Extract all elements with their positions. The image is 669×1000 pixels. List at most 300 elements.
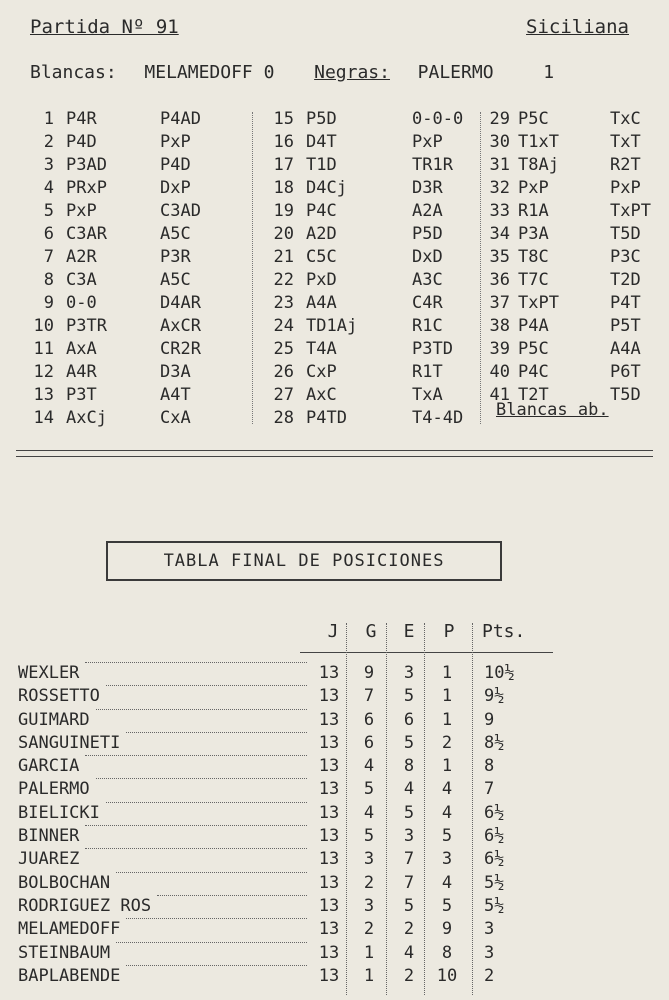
table-row [0, 802, 669, 825]
move-number: 14 [33, 408, 54, 428]
black-move: CR2R [160, 339, 201, 359]
move-row [480, 315, 654, 338]
cell-j: 13 [318, 756, 340, 777]
white-move: T1D [306, 155, 337, 175]
black-move: T2D [610, 270, 641, 290]
cell-p: 5 [441, 826, 453, 847]
black-move: PxP [160, 132, 191, 152]
white-move: C5C [306, 247, 337, 267]
cell-g: 6 [363, 709, 375, 730]
black-move: D3R [412, 178, 443, 198]
black-move: T4-4D [412, 408, 464, 428]
player-name: BAPLABENDE [18, 965, 121, 986]
player-name: GARCIA [18, 756, 80, 777]
move-row [254, 223, 484, 246]
table-row [0, 918, 669, 941]
move-number: 1 [43, 109, 54, 129]
move-number: 13 [33, 385, 54, 405]
cell-j: 13 [318, 663, 340, 683]
move-number: 28 [273, 408, 294, 428]
cell-p: 1 [441, 663, 453, 683]
cell-e: 7 [403, 872, 415, 893]
cell-p: 1 [441, 756, 453, 777]
black-move: R1T [412, 362, 443, 382]
move-row [480, 177, 654, 200]
black-move: TR1R [412, 155, 453, 175]
move-number: 29 [489, 109, 510, 129]
divider-line [16, 450, 653, 451]
move-row [14, 292, 242, 315]
cell-g: 3 [363, 895, 375, 916]
move-row [254, 315, 484, 338]
cell-j: 13 [318, 686, 340, 707]
player-name: BOLBOCHAN [18, 872, 111, 893]
white-move: AxA [66, 339, 97, 359]
cell-j: 13 [318, 779, 340, 800]
black-move: P5T [610, 316, 641, 336]
white-move: PxD [306, 270, 337, 290]
cell-e: 4 [403, 779, 415, 800]
cell-j: 13 [318, 872, 340, 893]
table-row [0, 872, 669, 895]
black-move: CxA [160, 408, 191, 428]
black-label: Negras: [314, 62, 390, 83]
table-row [0, 848, 669, 871]
leader-dots [106, 802, 307, 803]
move-row [480, 246, 654, 269]
black-move: P5D [412, 224, 443, 244]
leader-dots [85, 848, 307, 849]
player-name: SANGUINETI [18, 732, 121, 753]
move-row [14, 361, 242, 384]
table-row [0, 825, 669, 848]
white-move: T2T [518, 385, 549, 405]
move-number: 34 [489, 224, 510, 244]
move-number: 4 [43, 178, 54, 198]
cell-g: 2 [363, 919, 375, 940]
black-move: AxCR [160, 316, 201, 336]
leader-dots [116, 942, 307, 943]
move-number: 10 [33, 316, 54, 336]
cell-e: 5 [403, 802, 415, 823]
move-number: 16 [273, 132, 294, 152]
header-g: G [365, 621, 377, 642]
cell-e: 4 [403, 942, 415, 963]
move-list [14, 108, 654, 428]
black-move: C3AD [160, 201, 201, 221]
white-move: PxP [66, 201, 97, 221]
standings-table [0, 662, 669, 988]
header-j: J [327, 621, 339, 642]
table-row [0, 778, 669, 801]
table-row [0, 732, 669, 755]
move-row [254, 177, 484, 200]
white-move: P3T [66, 385, 97, 405]
player-name: ROSSETTO [18, 686, 100, 707]
move-number: 37 [489, 293, 510, 313]
move-row [480, 108, 654, 131]
cell-g: 1 [363, 942, 375, 963]
leader-dots [157, 895, 307, 896]
cell-e: 2 [403, 919, 415, 940]
cell-j: 13 [318, 802, 340, 823]
black-move: A3C [412, 270, 443, 290]
cell-p: 1 [441, 709, 453, 730]
player-name: JUAREZ [18, 849, 80, 870]
divider-line [16, 456, 653, 457]
move-number: 15 [273, 109, 294, 129]
white-move: P4C [518, 362, 549, 382]
move-row [254, 407, 484, 430]
white-move: T4A [306, 339, 337, 359]
cell-j: 13 [318, 709, 340, 730]
table-row [0, 755, 669, 778]
move-number: 35 [489, 247, 510, 267]
adjourned-note: Blancas ab. [496, 400, 609, 420]
move-number: 18 [273, 178, 294, 198]
game-number: Partida Nº 91 [30, 16, 179, 38]
cell-pts: 2 [484, 965, 495, 986]
black-move: P4T [610, 293, 641, 313]
black-score: 1 [543, 62, 555, 83]
black-move: T5D [610, 224, 641, 244]
move-row [14, 338, 242, 361]
white-move: 0-0 [66, 293, 97, 313]
black-move: DxD [412, 247, 443, 267]
move-row [480, 292, 654, 315]
white-move: PxP [518, 178, 549, 198]
cell-j: 13 [318, 826, 340, 847]
leader-dots [126, 732, 307, 733]
white-move: P4TD [306, 408, 347, 428]
cell-p: 8 [441, 942, 453, 963]
white-move: P5C [518, 339, 549, 359]
white-move: P4A [518, 316, 549, 336]
move-number: 33 [489, 201, 510, 221]
move-number: 25 [273, 339, 294, 359]
move-row [14, 108, 242, 131]
cell-pts: 3 [484, 919, 495, 940]
leader-dots [126, 965, 307, 966]
black-move: A5C [160, 270, 191, 290]
white-move: C3A [66, 270, 97, 290]
player-name: STEINBAUM [18, 942, 111, 963]
black-move: T5D [610, 385, 641, 405]
white-move: P4R [66, 109, 97, 129]
white-move: CxP [306, 362, 337, 382]
white-move: A4A [306, 293, 337, 313]
cell-e: 7 [403, 849, 415, 870]
player-name: WEXLER [18, 663, 80, 683]
black-move: D3A [160, 362, 191, 382]
white-move: P3AD [66, 155, 107, 175]
table-row [0, 662, 669, 685]
black-move: A4T [160, 385, 191, 405]
cell-pts: 8½ [484, 732, 505, 753]
opening-name: Siciliana [526, 16, 629, 38]
move-row [254, 200, 484, 223]
move-number: 12 [33, 362, 54, 382]
cell-j: 13 [318, 942, 340, 963]
cell-pts: 6½ [484, 802, 505, 823]
cell-p: 3 [441, 849, 453, 870]
cell-g: 1 [363, 965, 375, 986]
move-number: 31 [489, 155, 510, 175]
white-move: P5C [518, 109, 549, 129]
move-number: 30 [489, 132, 510, 152]
move-row [480, 361, 654, 384]
move-number: 8 [43, 270, 54, 290]
leader-dots [116, 872, 307, 873]
table-row [0, 685, 669, 708]
leader-dots [96, 709, 307, 710]
cell-e: 8 [403, 756, 415, 777]
column-divider [252, 112, 253, 424]
cell-pts: 7 [484, 779, 495, 800]
black-player: PALERMO [417, 62, 494, 83]
leader-dots [85, 662, 307, 663]
move-row [14, 223, 242, 246]
cell-g: 6 [363, 732, 375, 753]
cell-p: 4 [441, 802, 453, 823]
white-move: PRxP [66, 178, 107, 198]
cell-g: 2 [363, 872, 375, 893]
table-row [0, 895, 669, 918]
black-move: TxC [610, 109, 641, 129]
move-row [254, 361, 484, 384]
white-move: R1A [518, 201, 549, 221]
move-row [254, 269, 484, 292]
move-number: 19 [273, 201, 294, 221]
cell-p: 1 [441, 686, 453, 707]
leader-dots [96, 778, 307, 779]
move-row [14, 131, 242, 154]
cell-e: 5 [403, 732, 415, 753]
black-move: R2T [610, 155, 641, 175]
white-move: A4R [66, 362, 97, 382]
black-move: C4R [412, 293, 443, 313]
game-header [30, 16, 629, 46]
move-number: 39 [489, 339, 510, 359]
move-number: 6 [43, 224, 54, 244]
cell-pts: 6½ [484, 826, 505, 847]
header-pts: Pts. [482, 621, 526, 642]
players-line [30, 62, 649, 90]
white-move: A2R [66, 247, 97, 267]
header-p: P [443, 621, 455, 642]
black-move: R1C [412, 316, 443, 336]
table-title: TABLA FINAL DE POSICIONES [106, 541, 502, 581]
cell-g: 9 [363, 663, 375, 683]
table-row [0, 709, 669, 732]
cell-pts: 5½ [484, 895, 505, 916]
cell-p: 4 [441, 872, 453, 893]
header-underline [300, 652, 553, 653]
move-column-1 [14, 108, 242, 430]
cell-p: 10 [436, 965, 458, 986]
move-number: 24 [273, 316, 294, 336]
player-name: BIELICKI [18, 802, 100, 823]
leader-dots [85, 825, 307, 826]
cell-j: 13 [318, 849, 340, 870]
white-label: Blancas: [30, 62, 117, 83]
white-move: T8C [518, 247, 549, 267]
move-number: 40 [489, 362, 510, 382]
cell-g: 4 [363, 756, 375, 777]
cell-p: 9 [441, 919, 453, 940]
white-move: AxC [306, 385, 337, 405]
black-move: P4D [160, 155, 191, 175]
move-row [254, 131, 484, 154]
move-row [480, 200, 654, 223]
black-move: P3C [610, 247, 641, 267]
cell-j: 13 [318, 732, 340, 753]
move-number: 22 [273, 270, 294, 290]
leader-dots [126, 918, 307, 919]
move-number: 32 [489, 178, 510, 198]
move-number: 17 [273, 155, 294, 175]
black-move: PxP [412, 132, 443, 152]
cell-e: 2 [403, 965, 415, 986]
white-move: T1xT [518, 132, 559, 152]
move-row [14, 200, 242, 223]
move-number: 41 [489, 385, 510, 405]
white-move: AxCj [66, 408, 107, 428]
cell-p: 2 [441, 732, 453, 753]
white-player: MELAMEDOFF 0 [144, 62, 275, 83]
cell-pts: 8 [484, 756, 495, 777]
white-move: D4T [306, 132, 337, 152]
move-number: 27 [273, 385, 294, 405]
black-move: P4AD [160, 109, 201, 129]
cell-g: 5 [363, 826, 375, 847]
move-row [14, 315, 242, 338]
move-number: 23 [273, 293, 294, 313]
cell-g: 7 [363, 686, 375, 707]
table-header [0, 621, 669, 651]
cell-p: 5 [441, 895, 453, 916]
player-name: PALERMO [18, 779, 90, 800]
cell-j: 13 [318, 895, 340, 916]
move-number: 26 [273, 362, 294, 382]
header-e: E [403, 621, 415, 642]
move-row [480, 131, 654, 154]
cell-pts: 10½ [484, 663, 515, 683]
black-move: A2A [412, 201, 443, 221]
move-row [254, 108, 484, 131]
cell-g: 4 [363, 802, 375, 823]
black-move: 0-0-0 [412, 109, 464, 129]
move-row [254, 384, 484, 407]
move-row [480, 338, 654, 361]
cell-g: 5 [363, 779, 375, 800]
move-row [254, 292, 484, 315]
move-number: 20 [273, 224, 294, 244]
move-row [480, 154, 654, 177]
move-row [254, 246, 484, 269]
move-number: 21 [273, 247, 294, 267]
black-move: A5C [160, 224, 191, 244]
black-move: A4A [610, 339, 641, 359]
white-move: P4D [66, 132, 97, 152]
cell-e: 3 [403, 663, 415, 683]
leader-dots [106, 685, 307, 686]
cell-pts: 6½ [484, 849, 505, 870]
move-number: 2 [43, 132, 54, 152]
cell-pts: 3 [484, 942, 495, 963]
player-name: BINNER [18, 826, 80, 847]
move-number: 3 [43, 155, 54, 175]
move-row [14, 384, 242, 407]
leader-dots [85, 755, 307, 756]
move-number: 5 [43, 201, 54, 221]
table-row [0, 942, 669, 965]
table-row [0, 965, 669, 988]
move-number: 38 [489, 316, 510, 336]
move-column-3 [480, 108, 654, 407]
cell-j: 13 [318, 965, 340, 986]
move-row [14, 154, 242, 177]
cell-e: 6 [403, 709, 415, 730]
white-move: TxPT [518, 293, 559, 313]
move-row [254, 338, 484, 361]
white-move: P3TR [66, 316, 107, 336]
player-name: GUIMARD [18, 709, 90, 730]
black-move: TxPT [610, 201, 651, 221]
white-move: C3AR [66, 224, 107, 244]
cell-p: 4 [441, 779, 453, 800]
white-move: P5D [306, 109, 337, 129]
white-move: P3A [518, 224, 549, 244]
move-number: 7 [43, 247, 54, 267]
move-number: 9 [43, 293, 54, 313]
cell-pts: 5½ [484, 872, 505, 893]
move-row [254, 154, 484, 177]
black-move: DxP [160, 178, 191, 198]
black-move: D4AR [160, 293, 201, 313]
move-row [14, 246, 242, 269]
white-move: D4Cj [306, 178, 347, 198]
black-move: TxT [610, 132, 641, 152]
cell-j: 13 [318, 919, 340, 940]
black-move: TxA [412, 385, 443, 405]
black-move: P3TD [412, 339, 453, 359]
move-row [14, 269, 242, 292]
cell-e: 5 [403, 686, 415, 707]
move-row [480, 223, 654, 246]
move-row [14, 407, 242, 430]
cell-g: 3 [363, 849, 375, 870]
player-name: RODRIGUEZ ROS [18, 895, 152, 916]
player-name: MELAMEDOFF [18, 919, 121, 940]
move-column-2 [254, 108, 484, 430]
white-move: P4C [306, 201, 337, 221]
move-number: 36 [489, 270, 510, 290]
white-move: T8Aj [518, 155, 559, 175]
black-move: P6T [610, 362, 641, 382]
white-move: T7C [518, 270, 549, 290]
move-number: 11 [33, 339, 54, 359]
cell-pts: 9½ [484, 686, 505, 707]
black-move: P3R [160, 247, 191, 267]
cell-e: 5 [403, 895, 415, 916]
move-row [14, 177, 242, 200]
white-move: A2D [306, 224, 337, 244]
cell-e: 3 [403, 826, 415, 847]
cell-pts: 9 [484, 709, 495, 730]
white-move: TD1Aj [306, 316, 358, 336]
black-move: PxP [610, 178, 641, 198]
